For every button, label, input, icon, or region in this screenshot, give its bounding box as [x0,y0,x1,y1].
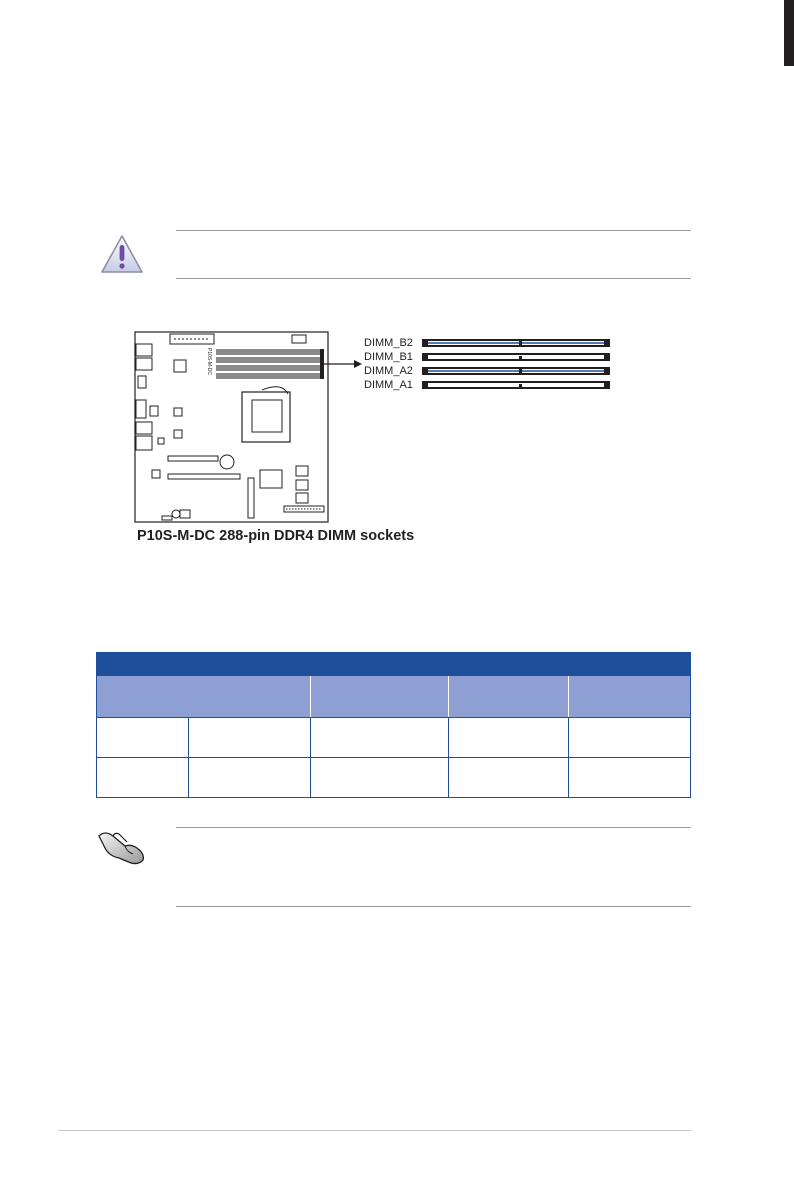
cell-divider [188,717,189,797]
dimm-slot-a1 [422,381,610,389]
figure-caption: P10S-M-DC 288-pin DDR4 DIMM sockets [137,528,415,544]
cell-divider [568,717,569,797]
chapter-tab-marker [784,0,794,66]
header-divider [568,676,569,717]
cell-divider [310,717,311,797]
warning-triangle-icon [100,234,144,274]
footer-rule [58,1130,691,1131]
header-divider [310,676,311,717]
dimm-label-b1: DIMM_B1 [364,351,413,363]
dimm-slot-b1 [422,353,610,361]
note-bottom-rule [176,906,691,907]
svg-text:P10S-M-DC: P10S-M-DC [206,348,212,375]
dimm-slot-b2 [422,339,610,347]
cell-divider [448,717,449,797]
header-divider [448,676,449,717]
note-top-rule [176,827,691,828]
dimm-label-a2: DIMM_A2 [364,365,413,377]
table-row [97,717,690,757]
dimm-slot-a2 [422,367,610,375]
pointing-hand-icon [95,826,149,866]
warning-bottom-rule [176,278,691,279]
table-row [97,757,690,797]
table-title-header [97,653,690,676]
dimm-label-b2: DIMM_B2 [364,337,413,349]
warning-top-rule [176,230,691,231]
memory-configuration-table [96,652,691,798]
dimm-label-a1: DIMM_A1 [364,379,413,391]
table-column-header [97,676,690,717]
